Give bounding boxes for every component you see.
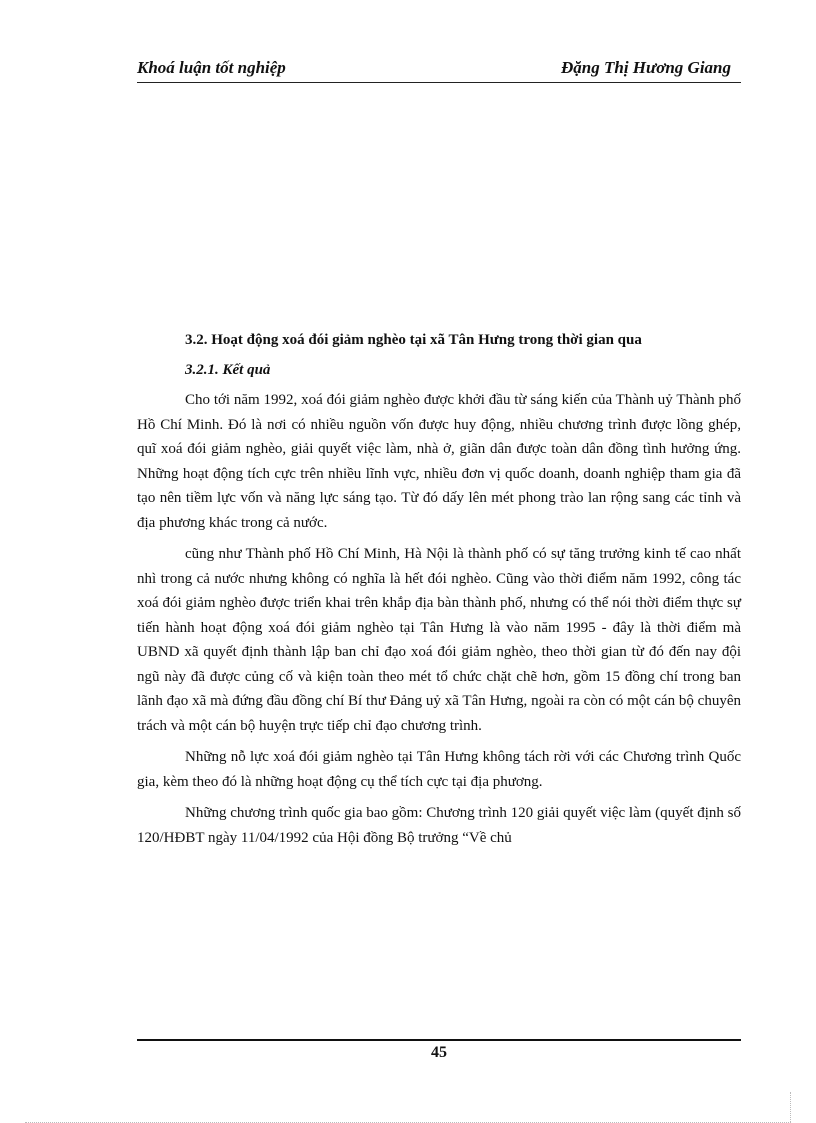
- footer-divider: [137, 1039, 741, 1041]
- page-header: [137, 58, 741, 83]
- body-paragraph: Những chương trình quốc gia bao gồm: Chương trình 120 giải quyết việc làm (quyết định số 120/HĐBT ngày 11/04/1992 của Hội đồng Bộ trưởng “Về chủ: [137, 805, 742, 846]
- body-paragraph: Cho tới năm 1992, xoá đói giảm nghèo được khởi đầu từ sáng kiến của Thành uỷ Thành phố Hồ Chí Minh. Đó là nơi có nhiều nguồn vốn được huy động, nhiều chương trình được lồng ghép, quĩ xoá đói giảm nghèo, giải quyết việc làm, nhà ở, giãn dân được toàn dân đồng tình hưởng ứng. Những hoạt động tích cực trên nhiều lĩnh vực, nhiều đơn vị quốc doanh, doanh nghiệp tham gia đã tạo nên tiềm lực vốn và năng lực sáng tạo. Từ đó dấy lên mét phong trào lan rộng sang các tỉnh và địa phương khác trong cả nước.: [137, 392, 741, 531]
- page-content: [137, 328, 741, 850]
- page-frame-edge: [790, 1092, 791, 1122]
- section-heading: 3.2. Hoạt động xoá đói giảm nghèo tại xã Tân Hưng trong thời gian qua: [185, 332, 642, 348]
- body-paragraph: cũng như Thành phố Hồ Chí Minh, Hà Nội là thành phố có sự tăng trưởng kinh tế cao nhất nhì trong cả nước nhưng không có nghĩa là hết đói nghèo. Cũng vào thời điểm năm 1992, công tác xoá đói giảm nghèo được triển khai trên khắp địa bàn thành phố, nhưng có thể nói thời điểm thực sự tiến hành hoạt động xoá đói giảm nghèo tại Tân Hưng là vào năm 1995 - đây là thời điểm mà UBND xã quyết định thành lập ban chỉ đạo xoá đói giảm nghèo, theo thời gian từ đó đến nay đội ngũ này đã được củng cố và kiện toàn theo mét tổ chức chặt chẽ hơn, gồm 15 đồng chí trong ban lãnh đạo xã mà đứng đầu đồng chí Bí thư Đảng uỷ xã Tân Hưng, ngoài ra còn có một cán bộ chuyên trách và một cán bộ huyện trực tiếp chỉ đạo chương trình.: [137, 546, 741, 734]
- header-author-name: Đặng Thị Hương Giang: [561, 58, 731, 77]
- subsection-heading: 3.2.1. Kết quả: [185, 362, 271, 378]
- page-number: 45: [431, 1044, 447, 1061]
- body-paragraph: Những nỗ lực xoá đói giảm nghèo tại Tân Hưng không tách rời với các Chương trình Quốc gia, kèm theo đó là những hoạt động cụ thể tích cực tại địa phương.: [137, 749, 741, 790]
- header-thesis-label: Khoá luận tốt nghiệp: [137, 58, 286, 77]
